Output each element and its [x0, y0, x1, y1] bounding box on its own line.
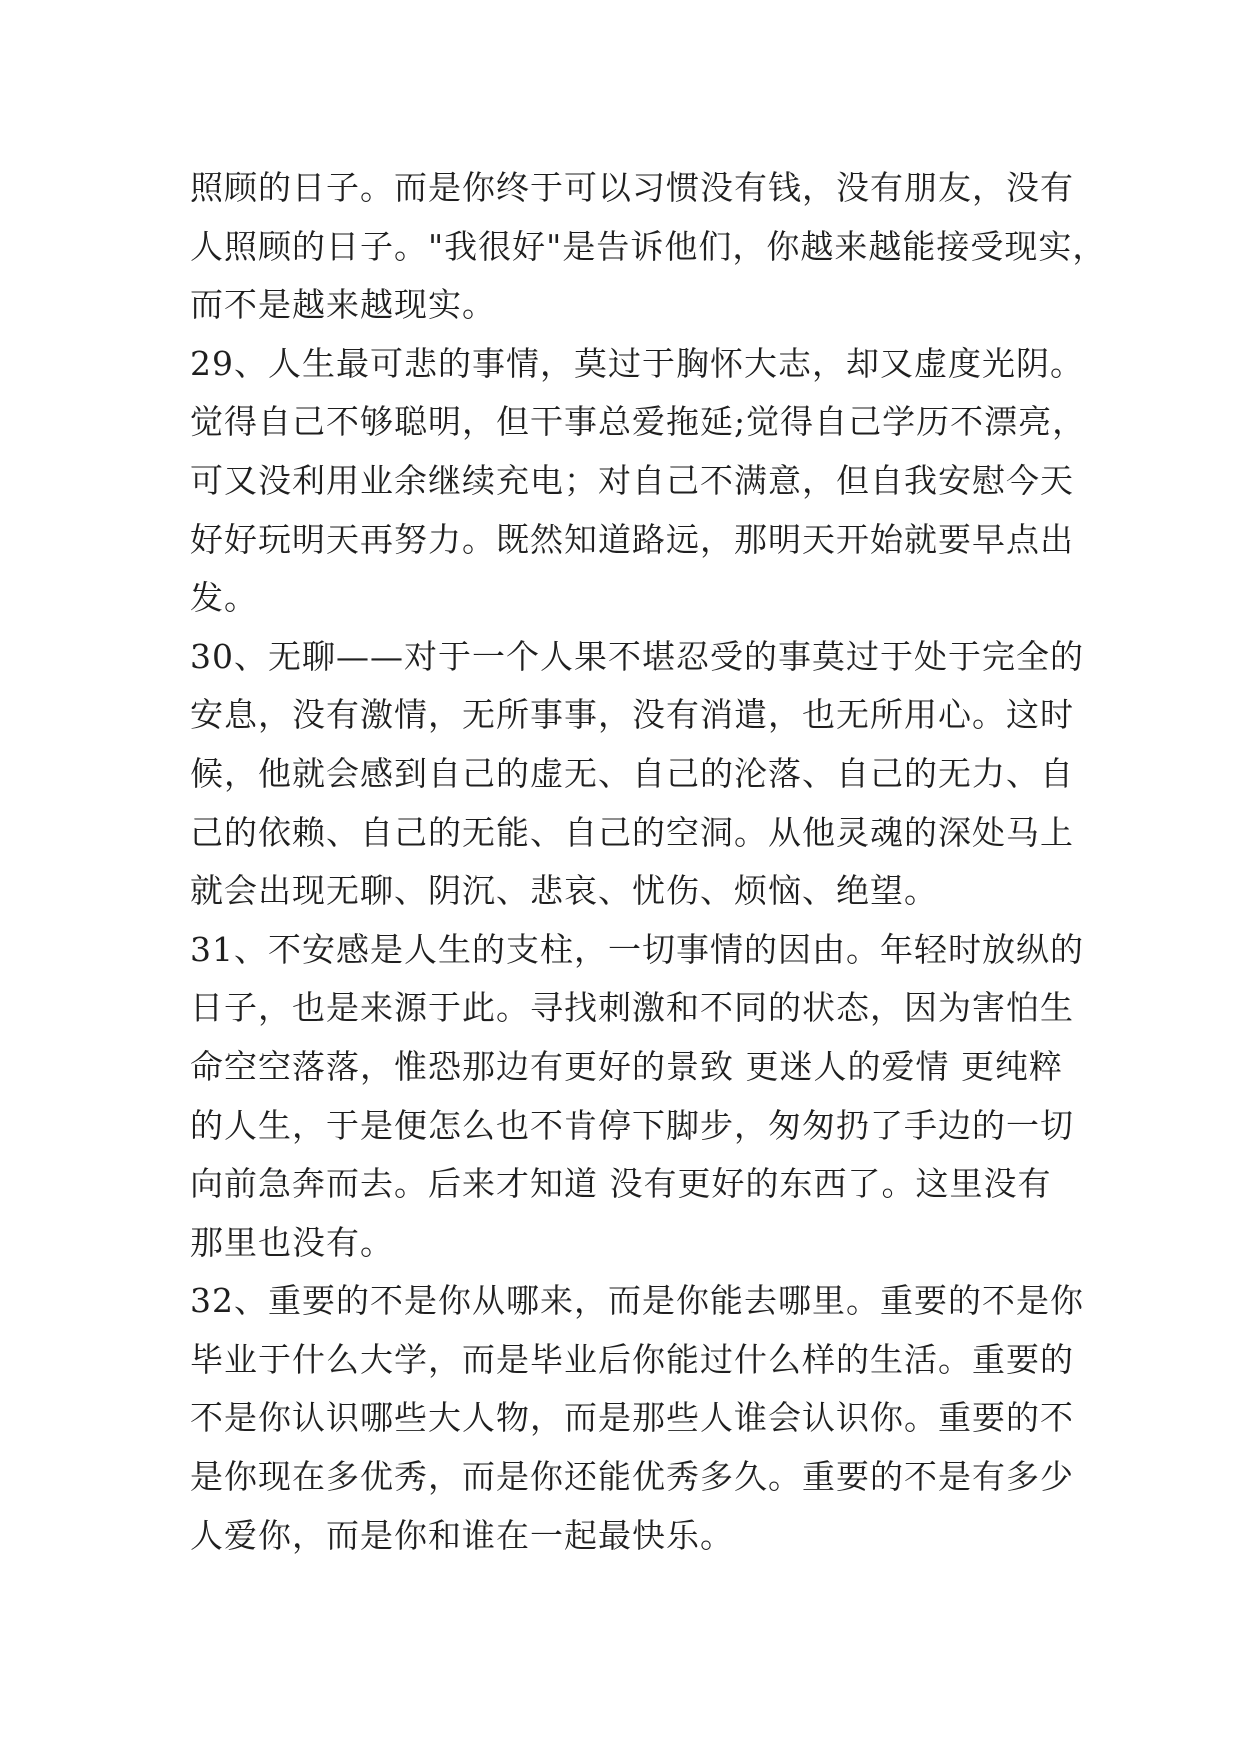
text-line: 候，他就会感到自己的虚无、自己的沦落、自己的无力、自 [190, 753, 1074, 793]
text-line: 可又没利用业余继续充电；对自己不满意，但自我安慰今天 [190, 460, 1074, 500]
text-line: 好好玩明天再努力。既然知道路远，那明天开始就要早点出 [190, 519, 1074, 559]
text-line: 发。 [190, 578, 258, 618]
text-line: 不是你认识哪些大人物，而是那些人谁会认识你。重要的不 [190, 1398, 1074, 1438]
text-line: 觉得自己不够聪明，但干事总爱拖延;觉得自己学历不漂亮， [190, 402, 1087, 442]
text-line: 31、不安感是人生的支柱，一切事情的因由。年轻时放纵的 [190, 929, 1084, 969]
body-text [190, 159, 1107, 1565]
text-line: 安息，没有激情，无所事事，没有消遣，也无所用心。这时 [190, 695, 1074, 735]
text-line: 向前急奔而去。后来才知道 没有更好的东西了。这里没有 [190, 1164, 1052, 1204]
text-line: 而不是越来越现实。 [190, 285, 496, 325]
text-line: 人照顾的日子。"我很好"是告诉他们，你越来越能接受现实， [190, 226, 1107, 266]
text-line: 毕业于什么大学，而是毕业后你能过什么样的生活。重要的 [190, 1339, 1074, 1379]
text-line: 人爱你，而是你和谁在一起最快乐。 [190, 1515, 734, 1555]
text-line: 30、无聊——对于一个人果不堪忍受的事莫过于处于完全的 [190, 636, 1084, 676]
text-line: 照顾的日子。而是你终于可以习惯没有钱，没有朋友，没有 [190, 168, 1074, 207]
text-line: 己的依赖、自己的无能、自己的空洞。从他灵魂的深处马上 [190, 812, 1074, 852]
text-line: 的人生，于是便怎么也不肯停下脚步，匆匆扔了手边的一切 [190, 1105, 1074, 1145]
text-line: 就会出现无聊、阴沉、悲哀、忧伤、烦恼、绝望。 [190, 871, 938, 911]
text-line: 日子，也是来源于此。寻找刺激和不同的状态，因为害怕生 [190, 988, 1074, 1028]
text-line: 那里也没有。 [190, 1222, 394, 1262]
text-line: 命空空落落，惟恐那边有更好的景致 更迷人的爱情 更纯粹 [190, 1046, 1063, 1086]
text-line: 32、重要的不是你从哪来，而是你能去哪里。重要的不是你 [190, 1281, 1084, 1321]
text-line: 29、人生最可悲的事情，莫过于胸怀大志，却又虚度光阴。 [190, 343, 1084, 383]
text-line: 是你现在多优秀，而是你还能优秀多久。重要的不是有多少 [190, 1457, 1074, 1497]
